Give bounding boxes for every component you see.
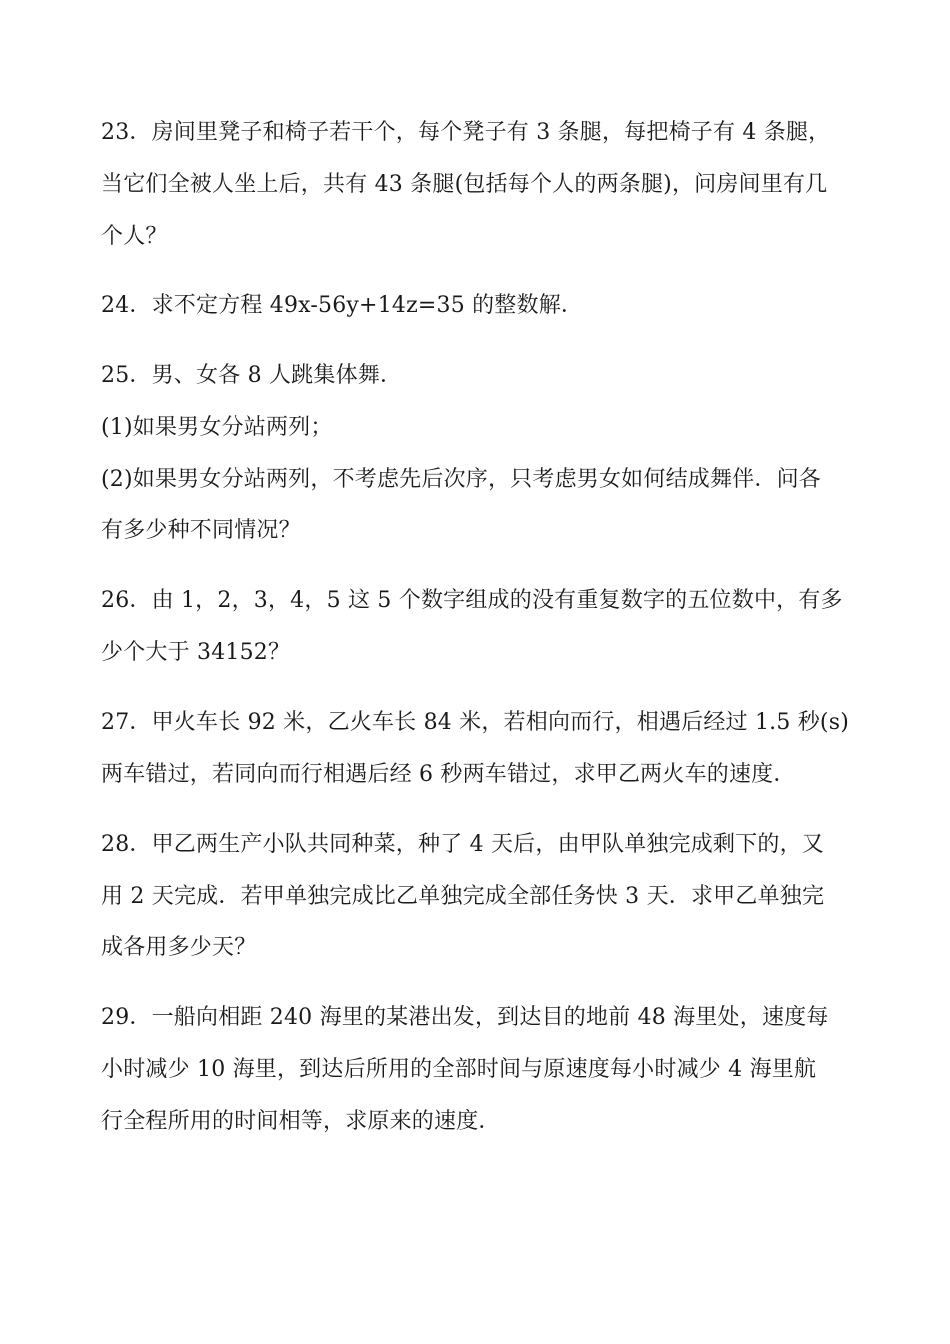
- problem-27-line-1: 27．甲火车长 92 米，乙火车长 84 米，若相向而行，相遇后经过 1.5 秒(s): [101, 710, 849, 735]
- problem-26-line-2: 少个大于 34152？: [101, 640, 291, 665]
- problem-29-line-2: 小时减少 10 海里，到达后所用的全部时间与原速度每小时减少 4 海里航: [101, 1057, 817, 1082]
- problem-25-line-2: (1)如果男女分站两列；: [101, 415, 333, 440]
- problem-25-line-4: 有多少种不同情况？: [101, 518, 301, 543]
- problem-25-line-1: 25．男、女各 8 人跳集体舞．: [101, 363, 403, 388]
- problem-28-line-1: 28．甲乙两生产小队共同种菜，种了 4 天后，由甲队单独完成剩下的，又: [101, 832, 824, 857]
- problem-23-line-1: 23．房间里凳子和椅子若干个，每个凳子有 3 条腿，每把椅子有 4 条腿，: [101, 120, 831, 145]
- problem-26-line-1: 26．由 1，2，3，4，5 这 5 个数字组成的没有重复数字的五位数中，有多: [101, 588, 843, 613]
- problem-28-line-3: 成各用多少天？: [101, 935, 257, 960]
- problem-29-line-1: 29．一船向相距 240 海里的某港出发，到达目的地前 48 海里处，速度每: [101, 1005, 829, 1030]
- problem-24-line-1: 24．求不定方程 49x-56y+14z=35 的整数解．: [101, 293, 584, 318]
- problem-25-line-3: (2)如果男女分站两列，不考虑先后次序，只考虑男女如何结成舞伴．问各: [101, 467, 821, 492]
- problem-29-line-3: 行全程所用的时间相等，求原来的速度．: [101, 1109, 501, 1134]
- problem-28-line-2: 用 2 天完成．若甲单独完成比乙单独完成全部任务快 3 天．求甲乙单独完: [101, 884, 825, 909]
- problem-23-line-3: 个人？: [101, 224, 168, 249]
- problem-27-line-2: 两车错过，若同向而行相遇后经 6 秒两车错过，求甲乙两火车的速度．: [101, 762, 796, 787]
- problem-23-line-2: 当它们全被人坐上后，共有 43 条腿(包括每个人的两条腿)，问房间里有几: [101, 172, 828, 197]
